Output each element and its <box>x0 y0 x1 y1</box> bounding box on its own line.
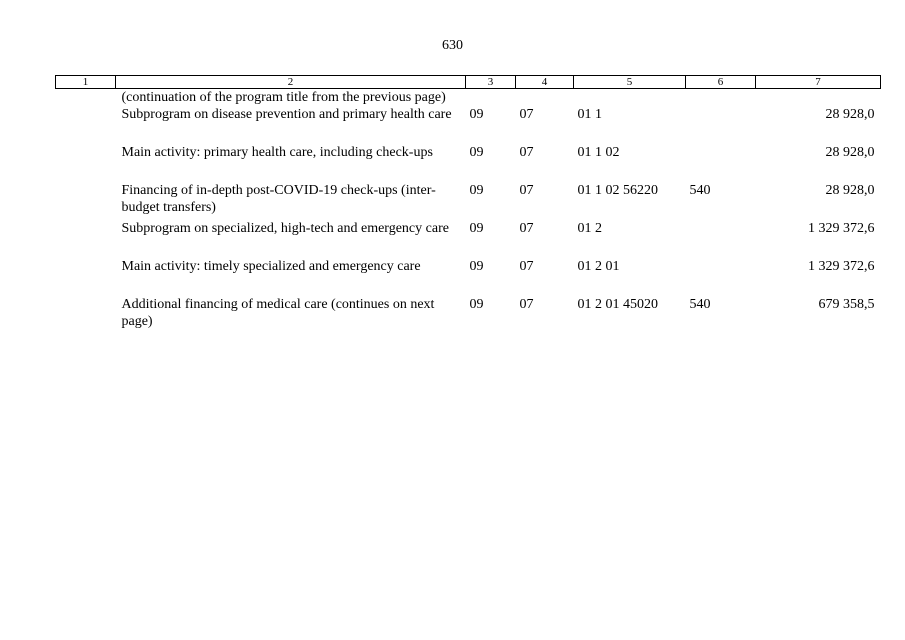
table-row <box>56 220 881 258</box>
section-code: 09 <box>469 297 484 312</box>
section-code <box>466 89 516 107</box>
blank-cell <box>56 296 116 334</box>
table-row <box>56 258 881 296</box>
target-article-code <box>574 89 686 107</box>
row-description: Subprogram on disease prevention and primary health care <box>121 107 452 122</box>
table-row <box>56 144 881 182</box>
subsection-code <box>516 89 574 107</box>
target-article-code: 01 1 <box>577 107 602 122</box>
table-row <box>56 106 881 144</box>
column-number: 6 <box>686 76 756 89</box>
column-number: 2 <box>116 76 466 89</box>
target-article-code: 01 1 02 <box>577 145 620 160</box>
table-row <box>56 182 881 220</box>
blank-cell <box>56 182 116 220</box>
expense-type-code <box>686 258 756 296</box>
row-description: Financing of in-depth post-COVID-19 check-ups (inter-budget transfers) <box>121 183 436 215</box>
amount: 28 928,0 <box>825 107 875 122</box>
section-code: 09 <box>469 183 484 198</box>
section-code: 09 <box>469 221 484 236</box>
amount <box>756 89 881 107</box>
section-code: 09 <box>469 145 484 160</box>
subsection-code: 07 <box>519 183 534 198</box>
row-description: Main activity: primary health care, including check-ups <box>121 145 433 160</box>
expense-type-code <box>686 144 756 182</box>
row-description: Subprogram on specialized, high-tech and emergency care <box>121 221 449 236</box>
blank-cell <box>56 220 116 258</box>
target-article-code: 01 2 01 <box>577 259 620 274</box>
table-row <box>56 89 881 107</box>
section-code: 09 <box>469 107 484 122</box>
expense-type-code <box>686 220 756 258</box>
column-number: 3 <box>466 76 516 89</box>
expense-type-code <box>686 89 756 107</box>
blank-cell <box>56 106 116 144</box>
budget-table <box>55 75 881 334</box>
amount: 28 928,0 <box>825 183 875 198</box>
amount: 679 358,5 <box>818 297 875 312</box>
target-article-code: 01 2 <box>577 221 602 236</box>
row-description: (continuation of the program title from the previous page) <box>121 90 446 105</box>
subsection-code: 07 <box>519 221 534 236</box>
row-description: Additional financing of medical care (continues on next page) <box>121 297 435 329</box>
section-code: 09 <box>469 259 484 274</box>
target-article-code: 01 1 02 56220 <box>577 183 658 198</box>
amount: 1 329 372,6 <box>808 221 875 236</box>
amount: 28 928,0 <box>825 145 875 160</box>
blank-cell <box>56 258 116 296</box>
expense-type-code <box>686 106 756 144</box>
table-row <box>56 296 881 334</box>
column-number: 7 <box>756 76 881 89</box>
subsection-code: 07 <box>519 259 534 274</box>
row-description: Main activity: timely specialized and emergency care <box>121 259 421 274</box>
subsection-code: 07 <box>519 297 534 312</box>
blank-cell <box>56 89 116 107</box>
column-number: 4 <box>516 76 574 89</box>
target-article-code: 01 2 01 45020 <box>577 297 658 312</box>
expense-type-code: 540 <box>689 297 711 312</box>
blank-cell <box>56 144 116 182</box>
column-number: 1 <box>56 76 116 89</box>
expense-type-code: 540 <box>689 183 711 198</box>
column-number: 5 <box>574 76 686 89</box>
amount: 1 329 372,6 <box>808 259 875 274</box>
page-number: 630 <box>442 38 463 53</box>
subsection-code: 07 <box>519 107 534 122</box>
column-number-header <box>56 76 881 89</box>
subsection-code: 07 <box>519 145 534 160</box>
